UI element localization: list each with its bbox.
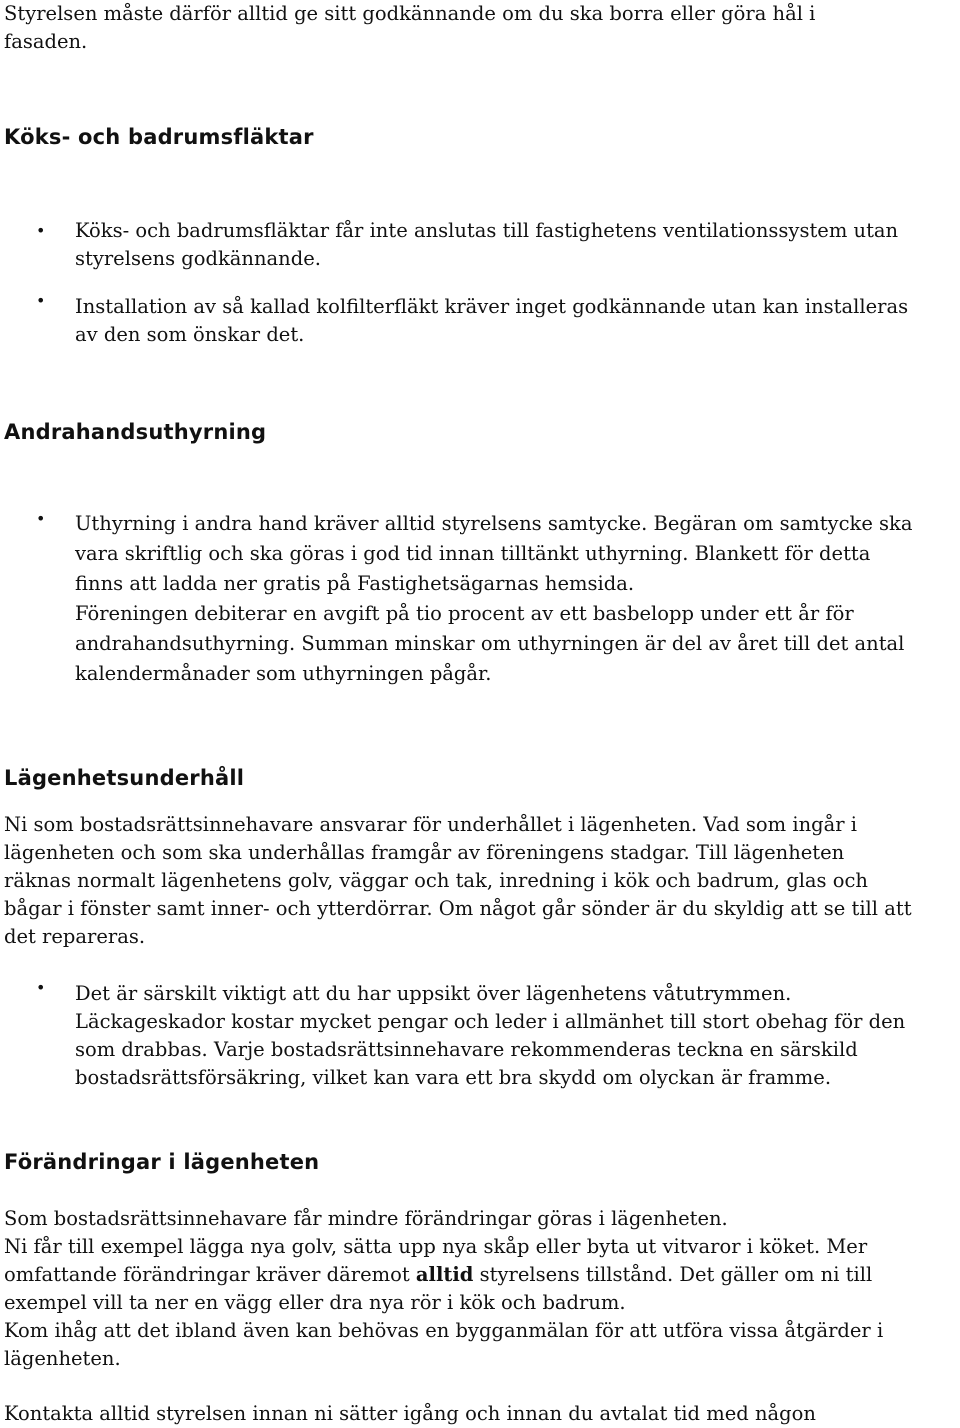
text-line: Kom ihåg att det ibland även kan behövas en bygganmälan för att utföra vissa åtgärder i: [4, 1319, 884, 1342]
text-line: vara skriftlig och ska göras i god tid innan tilltänkt uthyrning. Blankett för detta: [75, 542, 871, 565]
text-line: exempel vill ta ner en vägg eller dra nya rör i kök och badrum.: [4, 1291, 626, 1314]
heading-changes: Förändringar i lägenheten: [4, 1150, 320, 1174]
text-line: Föreningen debiterar en avgift på tio procent av ett basbelopp under ett år för: [75, 602, 854, 625]
bullet-dot: •: [36, 291, 46, 310]
text-line: finns att ladda ner gratis på Fastighetsägarnas hemsida.: [75, 572, 635, 595]
closing-paragraph: [4, 1400, 956, 1428]
text-line: andrahandsuthyrning. Summan minskar om uthyrningen är del av året till det antal: [75, 632, 905, 655]
text-line: lägenheten och som ska underhållas framgår av föreningens stadgar. Till lägenheten: [4, 841, 845, 864]
text-line: av den som önskar det.: [75, 323, 305, 346]
text-line: som drabbas. Varje bostadsrättsinnehavare rekommenderas teckna en särskild: [75, 1038, 858, 1061]
bullet-item-fans-connection: [75, 217, 955, 273]
text-fragment: styrelsens tillstånd. Det gäller om ni till: [473, 1263, 873, 1286]
emphasis-always: alltid: [415, 1263, 474, 1286]
text-line: räknas normalt lägenhetens golv, väggar och tak, inredning i kök och badrum, glas och: [4, 869, 868, 892]
text-fragment: omfattande förändringar kräver däremot: [4, 1263, 416, 1286]
text-line: fasaden.: [4, 30, 88, 53]
intro-paragraph: [4, 0, 956, 56]
text-line: Köks- och badrumsfläktar får inte anslutas till fastighetens ventilationssystem utan: [75, 219, 899, 242]
changes-paragraph: [4, 1205, 956, 1373]
bullet-item-carbon-filter: [75, 293, 955, 349]
text-line: bostadsrättsförsäkring, vilket kan vara ett bra skydd om olyckan är framme.: [75, 1066, 832, 1089]
bullet-dot: •: [36, 978, 46, 997]
text-line: Installation av så kallad kolfilterfläkt kräver inget godkännande utan kan installeras: [75, 295, 909, 318]
text-line: Ni får till exempel lägga nya golv, sätta upp nya skåp eller byta ut vitvaror i köket. Mer: [4, 1235, 868, 1258]
bullet-item-subletting: [75, 510, 955, 688]
text-line: Uthyrning i andra hand kräver alltid styrelsens samtycke. Begäran om samtycke ska: [75, 512, 913, 535]
text-line: Styrelsen måste därför alltid ge sitt godkännande om du ska borra eller göra hål i: [4, 2, 816, 25]
text-line: bågar i fönster samt inner- och ytterdörrar. Om något går sönder är du skyldig att se till att: [4, 897, 912, 920]
heading-subletting: Andrahandsuthyrning: [4, 420, 267, 444]
maintenance-paragraph: [4, 811, 956, 951]
bullet-dot: •: [36, 221, 46, 240]
text-line: lägenheten.: [4, 1347, 121, 1370]
text-line: Kontakta alltid styrelsen innan ni sätter igång och innan du avtalat tid med någon: [4, 1402, 816, 1425]
text-line-with-emphasis: [4, 1261, 956, 1289]
text-line: Som bostadsrättsinnehavare får mindre förändringar göras i lägenheten.: [4, 1207, 728, 1230]
bullet-item-wet-rooms: [75, 980, 955, 1092]
text-line: kalendermånader som uthyrningen pågår.: [75, 662, 492, 685]
heading-fans: Köks- och badrumsfläktar: [4, 125, 314, 149]
text-line: styrelsens godkännande.: [75, 247, 321, 270]
text-line: Ni som bostadsrättsinnehavare ansvarar för underhållet i lägenheten. Vad som ingår i: [4, 813, 858, 836]
text-line: det repareras.: [4, 925, 146, 948]
heading-maintenance: Lägenhetsunderhåll: [4, 766, 245, 790]
text-line: Läckageskador kostar mycket pengar och leder i allmänhet till stort obehag för den: [75, 1010, 906, 1033]
bullet-dot: •: [36, 509, 46, 528]
text-line: Det är särskilt viktigt att du har uppsikt över lägenhetens våtutrymmen.: [75, 982, 792, 1005]
